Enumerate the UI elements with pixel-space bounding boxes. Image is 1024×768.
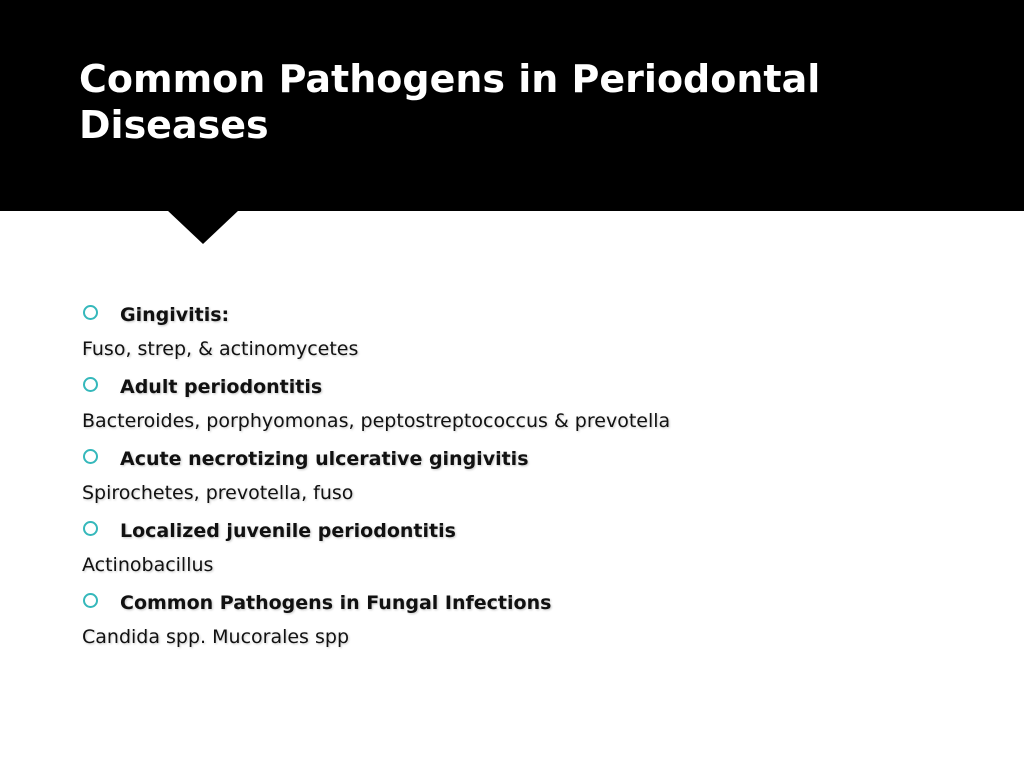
bullet-item-adult-periodontitis <box>82 370 702 404</box>
bullet-item-gingivitis <box>82 298 702 332</box>
circle-bullet-icon <box>83 305 98 320</box>
circle-bullet-icon <box>83 521 98 536</box>
bullet-item-fungal-infections <box>82 586 702 620</box>
bullet-detail: Candida spp. Mucorales spp <box>82 626 350 648</box>
bullet-heading: Localized juvenile periodontitis <box>120 520 456 542</box>
bullet-item-anug <box>82 442 702 476</box>
circle-bullet-icon <box>83 593 98 608</box>
bullet-heading: Adult periodontitis <box>120 376 323 398</box>
bullet-detail: Fuso, strep, & actinomycetes <box>82 338 359 360</box>
bullet-detail: Bacteroides, porphyomonas, peptostreptococcus & prevotella <box>82 410 671 432</box>
bullet-heading: Gingivitis: <box>120 304 230 326</box>
circle-bullet-icon <box>83 377 98 392</box>
bullet-detail: Spirochetes, prevotella, fuso <box>82 482 354 504</box>
bullet-list <box>82 296 702 656</box>
header-pointer <box>167 210 239 244</box>
circle-bullet-icon <box>83 449 98 464</box>
slide-title: Common Pathogens in Periodontal Diseases <box>79 57 821 147</box>
bullet-detail: Actinobacillus <box>82 554 214 576</box>
bullet-heading: Acute necrotizing ulcerative gingivitis <box>120 448 529 470</box>
bullet-heading: Common Pathogens in Fungal Infections <box>120 592 552 614</box>
bullet-item-localized-juvenile-periodontitis <box>82 514 702 548</box>
